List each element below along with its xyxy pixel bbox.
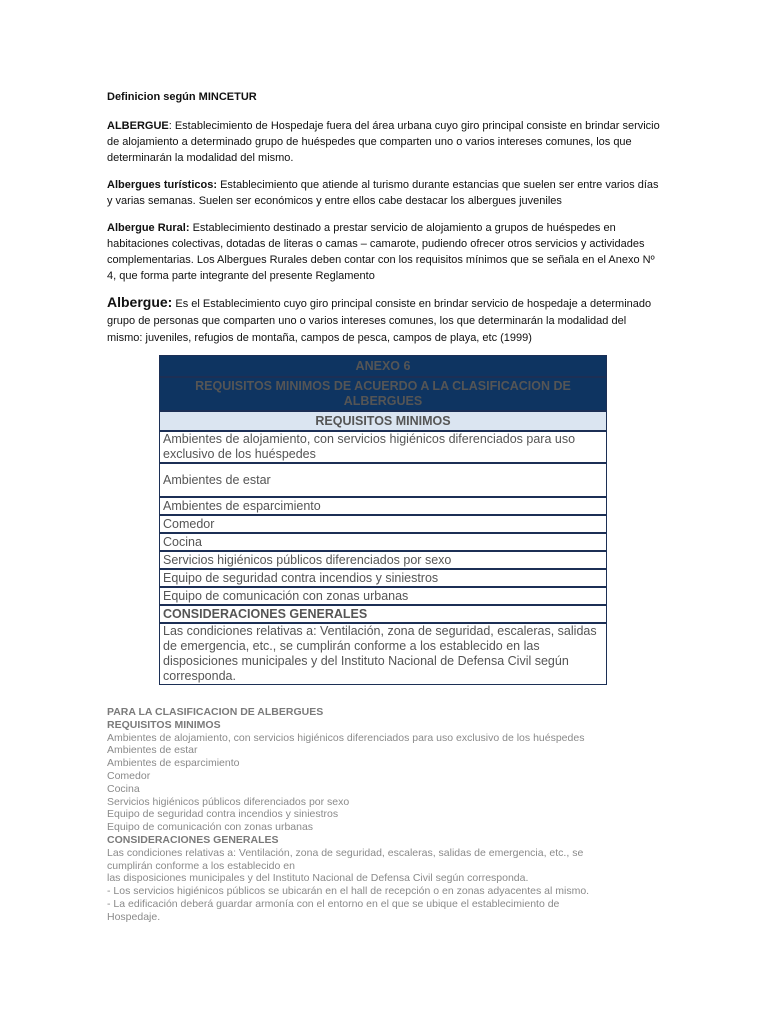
page-heading: Definicion según MINCETUR — [107, 91, 257, 103]
paragraph-albergue-rural — [107, 220, 662, 284]
gray-text-section — [107, 706, 667, 924]
gray-line: - Los servicios higiénicos públicos se ubicarán en el hall de recepción o en zonas adyacentes al mismo. — [107, 885, 590, 898]
gray-line: las disposiciones municipales y del Instituto Nacional de Defensa Civil según corresponda. — [107, 872, 529, 885]
gray-consideraciones: CONSIDERACIONES GENERALES — [107, 833, 279, 846]
table-row: Servicios higiénicos públicos diferenciados por sexo — [159, 551, 607, 569]
paragraph-albergue-definition — [107, 294, 662, 347]
gray-item: Ambientes de estar — [107, 744, 198, 757]
text-albergue: : Establecimiento de Hospedaje fuera del área urbana cuyo giro principal consiste en brindar servicio de alojamiento a determinado grupo de huéspedes que comparten uno o varios intereses comunes, los que determinarán la modalidad del mismo. — [107, 120, 660, 164]
table-title: REQUISITOS MINIMOS DE ACUERDO A LA CLASIFICACION DE ALBERGUES — [159, 377, 607, 411]
gray-line: cumplirán conforme a los establecido en — [107, 859, 295, 872]
gray-title: PARA LA CLASIFICACION DE ALBERGUES — [107, 706, 324, 718]
text-albergue-rural: Establecimiento destinado a prestar servicio de alojamiento a grupos de huéspedes en habitaciones colectivas, dotadas de literas o camas – camarote, pudiendo ofrecer otros servicios y actividades complementarias. Los Albergues Rurales deben contar con los requisitos mínimos que se señala en el Anexo Nº 4, que forma parte integrante del presente Reglamento — [107, 222, 655, 282]
table-anexo-header: ANEXO 6 — [159, 355, 607, 377]
gray-item: Ambientes de alojamiento, con servicios higiénicos diferenciados para uso exclusivo de los huéspedes — [107, 731, 585, 744]
gray-item: Equipo de seguridad contra incendios y siniestros — [107, 808, 339, 821]
table-row: Ambientes de esparcimiento — [159, 497, 607, 515]
gray-line: - La edificación deberá guardar armonía con el entorno en el que se ubique el establecimiento de — [107, 897, 560, 910]
table-row: Equipo de seguridad contra incendios y siniestros — [159, 569, 607, 587]
term-albergue-definition: Albergue: — [107, 294, 173, 310]
table-consideraciones-header: CONSIDERACIONES GENERALES — [159, 605, 607, 623]
gray-item: Servicios higiénicos públicos diferenciados por sexo — [107, 795, 350, 808]
gray-item: Comedor — [107, 769, 151, 782]
text-albergues-turisticos: Establecimiento que atiende al turismo durante estancias que suelen ser entre varios días y varias semanas. Suelen ser económicos y entre ellos cabe destacar los albergues juveniles — [107, 179, 659, 207]
table-consideraciones-text: Las condiciones relativas a: Ventilación, zona de seguridad, escaleras, salidas de emergencia, etc., se cumplirán conforme a los establecido en las disposiciones municipales y del Instituto Nacional de Defensa Civil según corresponda. — [159, 623, 607, 685]
gray-line: Las condiciones relativas a: Ventilación, zona de seguridad, escaleras, salidas de emergencia, etc., se — [107, 846, 584, 859]
table-row: Ambientes de estar — [159, 463, 607, 497]
table-subheader: REQUISITOS MINIMOS — [159, 411, 607, 431]
anexo-table — [159, 355, 607, 685]
paragraph-albergues-turisticos — [107, 177, 662, 209]
gray-line: Hospedaje. — [107, 910, 161, 923]
term-albergues-turisticos: Albergues turísticos: — [107, 179, 218, 191]
text-albergue-definition: Es el Establecimiento cuyo giro principal consiste en brindar servicio de hospedaje a determinado grupo de personas que comparten uno o varios intereses comunes, los que determinarán la modalidad del mismo: juveniles, refugios de montaña, campos de pesca, campos de playa, etc (1999) — [107, 298, 652, 344]
gray-item: Cocina — [107, 782, 140, 795]
gray-subtitle: REQUISITOS MINIMOS — [107, 718, 221, 731]
table-row: Ambientes de alojamiento, con servicios higiénicos diferenciados para uso exclusivo de los huéspedes — [159, 431, 607, 463]
term-albergue-rural: Albergue Rural: — [107, 222, 190, 234]
table-row: Comedor — [159, 515, 607, 533]
table-row: Cocina — [159, 533, 607, 551]
paragraph-albergue — [107, 118, 662, 166]
gray-item: Equipo de comunicación con zonas urbanas — [107, 821, 314, 834]
gray-item: Ambientes de esparcimiento — [107, 757, 240, 770]
table-row: Equipo de comunicación con zonas urbanas — [159, 587, 607, 605]
term-albergue: ALBERGUE — [107, 120, 169, 132]
